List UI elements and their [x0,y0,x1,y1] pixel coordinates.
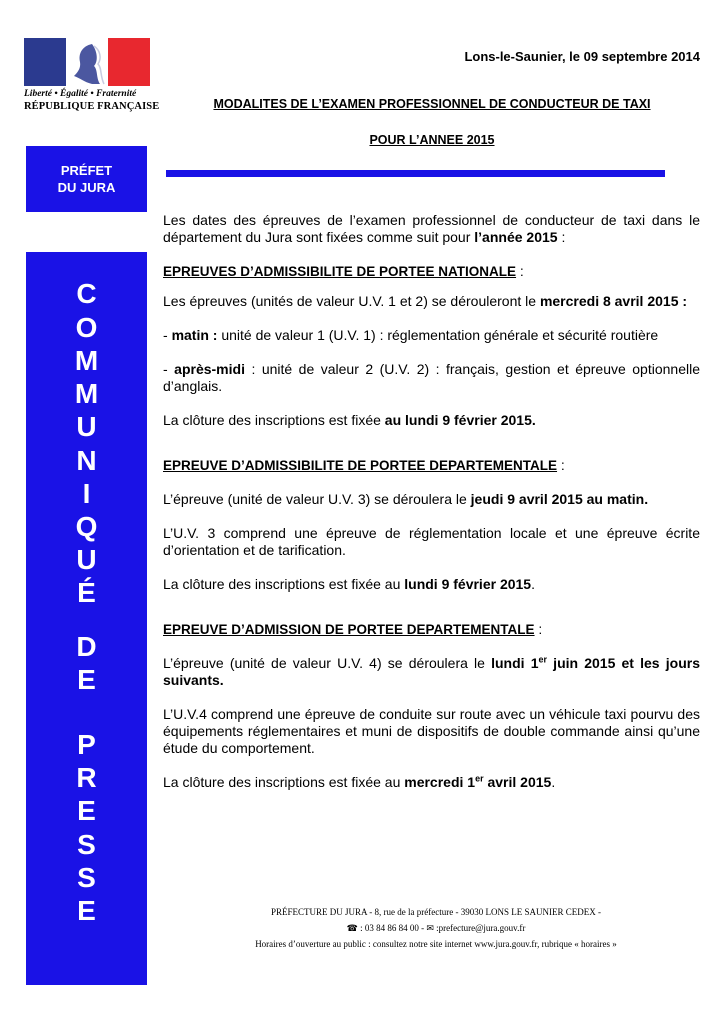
jura-label: DU JURA [57,180,116,195]
title-rule [166,170,665,177]
section1-paragraph: Les épreuves (unités de valeur U.V. 1 et 2) se dérouleront le mercredi 8 avril 2015 : [163,293,688,309]
section3-description: L’U.V.4 comprend une épreuve de conduite sur route avec un véhicule taxi pourvu des équipements réglementaires et muni de dispositifs de double commande ainsi qu’une étude du comportement. [163,706,700,756]
marianne-logo [24,38,160,112]
vertical-letter: P [77,729,96,760]
vertical-letter: O [75,312,98,343]
closing-paragraph: La clôture des inscriptions est fixée au lundi 9 février 2015. [163,412,536,428]
document-body [163,212,700,791]
footer [176,904,696,952]
document-subtitle: POUR L’ANNEE 2015 [369,133,495,147]
footer-hours: Horaires d’ouverture au public : consultez notre site internet www.jura.gouv.fr, rubrique « horaires » [255,939,617,949]
section2-description: L’U.V. 3 comprend une épreuve de réglementation locale et une épreuve écrite d’orientation et de tarification. [163,525,700,558]
document-title: MODALITES DE L’EXAMEN PROFESSIONNEL DE CONDUCTEUR DE TAXI [213,97,651,111]
vertical-letter: S [77,862,96,893]
morning-item: - matin : unité de valeur 1 (U.V. 1) : réglementation générale et sécurité routière [163,327,659,343]
vertical-letter: N [76,445,97,476]
footer-phone: : 03 84 86 84 00 - [357,923,427,933]
vertical-letter: I [82,478,91,509]
phone-icon: ☎ [346,923,358,933]
vertical-letter: M [74,345,99,376]
communique-de-presse-band [26,252,147,985]
vertical-letter: Q [75,511,98,542]
vertical-letter: E [77,795,96,826]
vertical-letter: E [77,664,96,695]
document-date: Lons-le-Saunier, le 09 septembre 2014 [464,49,700,64]
section-heading: EPREUVES D’ADMISSIBILITE DE PORTEE NATIONALE : [163,263,524,279]
vertical-letter: C [76,278,97,309]
vertical-letter: É [77,577,96,608]
section-heading: EPREUVE D’ADMISSIBILITE DE PORTEE DEPARTEMENTALE : [163,457,565,473]
vertical-letter: U [76,411,97,442]
footer-address: PRÉFECTURE DU JURA - 8, rue de la préfecture - 39030 LONS LE SAUNIER CEDEX - [271,907,601,917]
prefet-label: PRÉFET [60,163,113,178]
section2-paragraph: L’épreuve (unité de valeur U.V. 3) se déroulera le jeudi 9 avril 2015 au matin. [163,491,649,507]
vertical-letter: D [76,631,97,662]
footer-email: :prefecture@jura.gouv.fr [433,923,526,933]
closing-paragraph: La clôture des inscriptions est fixée au lundi 9 février 2015. [163,576,535,592]
section-heading: EPREUVE D’ADMISSION DE PORTEE DEPARTEMENTALE : [163,621,543,637]
vertical-letter: S [77,829,96,860]
section3-paragraph: L’épreuve (unité de valeur U.V. 4) se déroulera le lundi 1er juin 2015 et les jours suivants. [163,654,700,688]
republic-name: RÉPUBLIQUE FRANÇAISE [24,101,160,112]
vertical-letter: E [77,895,96,926]
footer-contact [176,920,696,936]
intro-paragraph: Les dates des épreuves de l’examen professionnel de conducteur de taxi dans le département du Jura sont fixées comme suit pour l’année 2015 : [163,212,700,245]
afternoon-item: - après-midi : unité de valeur 2 (U.V. 2) : français, gestion et épreuve optionnelle d’anglais. [163,361,700,394]
marianne-profile-icon [70,42,110,86]
prefet-box [26,146,147,212]
vertical-letter: R [76,762,97,793]
closing-paragraph: La clôture des inscriptions est fixée au mercredi 1er avril 2015. [163,773,556,790]
envelope-icon: ✉ [426,923,434,933]
vertical-letter: M [74,378,99,409]
republic-motto: Liberté • Égalité • Fraternité [24,89,137,99]
tricolor-flag [24,38,150,86]
vertical-letter: U [76,544,97,575]
